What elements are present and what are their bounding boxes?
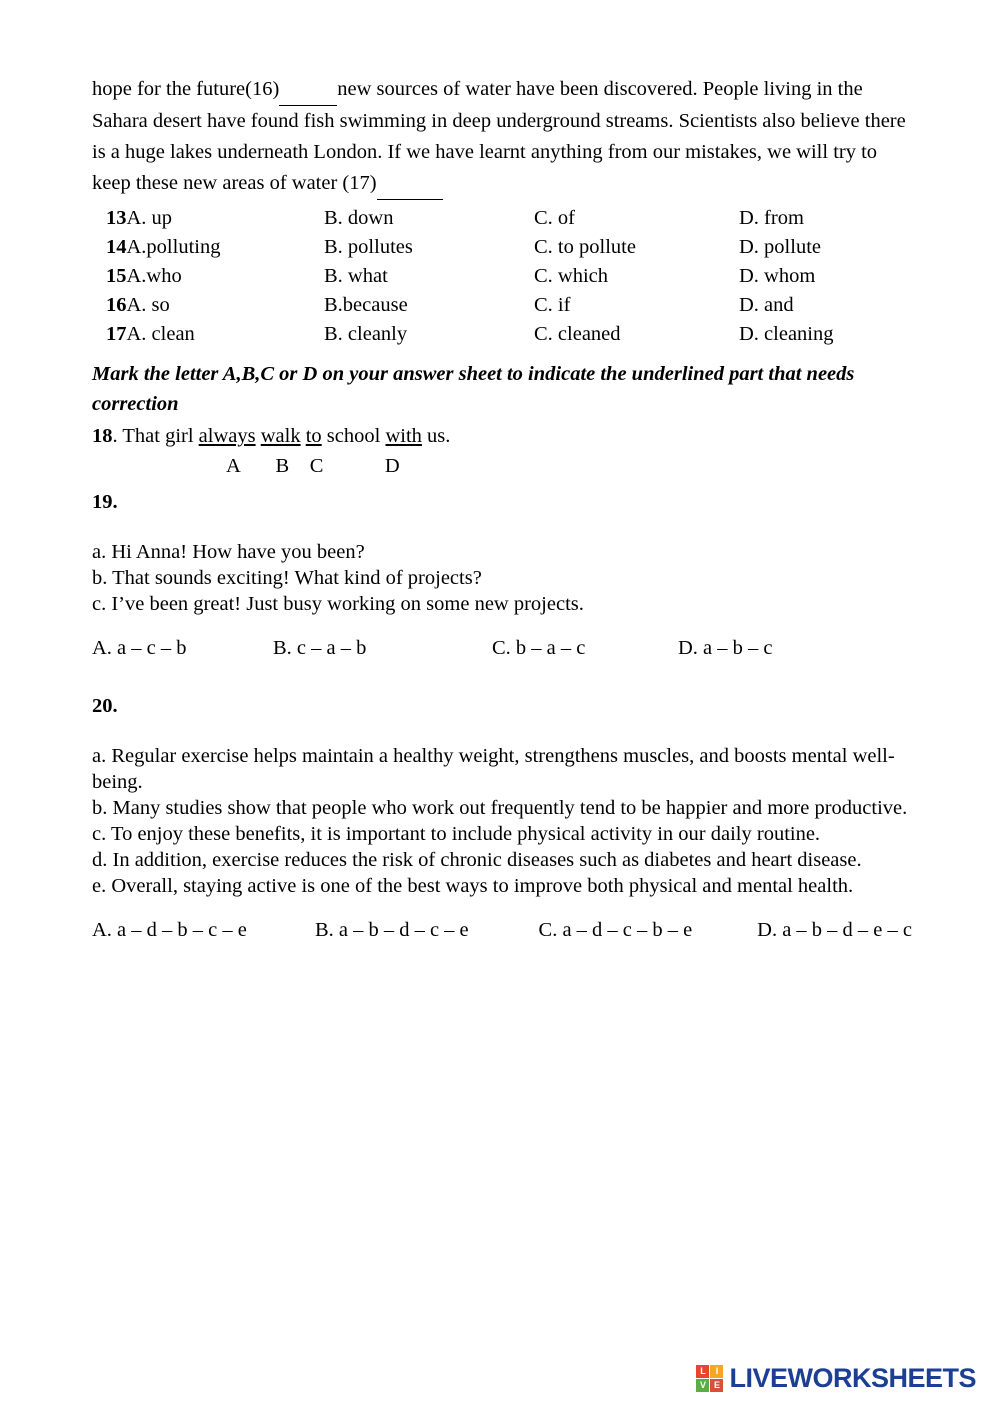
passage-paragraph: [92, 74, 912, 200]
option-c[interactable]: C. cleaned: [534, 323, 621, 345]
list-item: c. To enjoy these benefits, it is important to include physical activity in our daily routine.: [92, 823, 821, 845]
question-number: 13: [106, 207, 127, 229]
passage-text-before-blank: hope for the future(16): [92, 78, 280, 100]
q18-underline-c[interactable]: to: [305, 425, 322, 447]
question-20-number: 20.: [92, 695, 118, 717]
option-d[interactable]: D. whom: [739, 265, 816, 287]
option-a[interactable]: A. a – d – b – c – e: [92, 919, 247, 941]
question-20-options: [92, 915, 912, 945]
brand-name: LIVEWORKSHEETS: [729, 1363, 976, 1393]
spacer: [92, 517, 912, 539]
option-c[interactable]: C. to pollute: [534, 236, 636, 258]
list-item: e. Overall, staying active is one of the best ways to improve both physical and mental health.: [92, 875, 854, 897]
option-b[interactable]: B.because: [324, 294, 408, 316]
logo-letter-v: V: [696, 1379, 709, 1392]
option-d[interactable]: D. from: [739, 207, 804, 229]
spacer: [92, 721, 912, 743]
option-d[interactable]: D. a – b – c: [678, 637, 773, 659]
passage-text-after-blank: new sources of water have been discovered. People living in the Sahara desert have found fish swimming in deep underground streams. Scientists also believe there is a huge lakes underneath London. If we have learnt anything from our mistakes, we will try to keep these new areas of water (17): [92, 78, 906, 194]
liveworksheets-logo-icon: [696, 1365, 723, 1392]
option-b[interactable]: B. pollutes: [324, 236, 413, 258]
q18-part4: school: [321, 425, 386, 447]
section-instruction: Mark the letter A,B,C or D on your answer sheet to indicate the underlined part that needs correction: [92, 363, 855, 415]
logo-letter-l: L: [696, 1365, 709, 1378]
option-b[interactable]: B. down: [324, 207, 394, 229]
question-number: 16: [106, 294, 127, 316]
list-item: b. Many studies show that people who work out frequently tend to be happier and more productive.: [92, 797, 908, 819]
question-19-options: [92, 633, 773, 663]
question-number: 15: [106, 265, 127, 287]
table-row: [92, 204, 912, 233]
table-row: [92, 291, 912, 320]
option-d[interactable]: D. a – b – d – e – c: [757, 919, 912, 941]
table-row: [92, 320, 912, 349]
q18-answer-letters: A B C D: [226, 455, 400, 477]
list-item: b. That sounds exciting! What kind of projects?: [92, 567, 482, 589]
option-c[interactable]: C. of: [534, 207, 575, 229]
option-d[interactable]: D. cleaning: [739, 323, 834, 345]
q18-part1: . That girl: [112, 425, 199, 447]
spacer: [92, 899, 912, 915]
option-b[interactable]: B. what: [324, 265, 388, 287]
q18-underline-a[interactable]: always: [198, 425, 256, 447]
logo-letter-e: E: [710, 1379, 723, 1392]
option-b[interactable]: B. c – a – b: [273, 637, 367, 659]
cloze-options-table: [92, 204, 912, 349]
option-a[interactable]: A.polluting: [126, 236, 221, 258]
question-number: 14: [106, 236, 127, 258]
option-a[interactable]: A. up: [126, 207, 173, 229]
option-c[interactable]: C. a – d – c – b – e: [538, 919, 693, 941]
spacer: [92, 617, 912, 633]
blank-16: [279, 74, 337, 106]
option-a[interactable]: A. so: [126, 294, 170, 316]
table-row: [92, 262, 912, 291]
option-c[interactable]: C. if: [534, 294, 571, 316]
list-item: a. Hi Anna! How have you been?: [92, 541, 365, 563]
table-row: [92, 233, 912, 262]
list-item: a. Regular exercise helps maintain a healthy weight, strengthens muscles, and boosts mental well-being.: [92, 745, 895, 793]
question-18: [92, 421, 912, 451]
option-a[interactable]: A.who: [126, 265, 182, 287]
option-c[interactable]: C. which: [534, 265, 609, 287]
option-a[interactable]: A. a – c – b: [92, 637, 187, 659]
q18-underline-b[interactable]: walk: [260, 425, 301, 447]
question-19-number: 19.: [92, 491, 118, 513]
option-c[interactable]: C. b – a – c: [492, 637, 586, 659]
option-d[interactable]: D. pollute: [739, 236, 821, 258]
option-b[interactable]: B. a – b – d – c – e: [314, 919, 469, 941]
list-item: d. In addition, exercise reduces the risk of chronic diseases such as diabetes and heart disease.: [92, 849, 862, 871]
spacer: [92, 663, 912, 685]
option-d[interactable]: D. and: [739, 294, 794, 316]
question-number: 17: [106, 323, 127, 345]
table-row: [92, 915, 912, 945]
list-item: c. I’ve been great! Just busy working on some new projects.: [92, 593, 584, 615]
option-a[interactable]: A. clean: [126, 323, 195, 345]
blank-17: [377, 168, 443, 200]
liveworksheets-footer: [696, 1363, 976, 1394]
q18-underline-d[interactable]: with: [385, 425, 422, 447]
table-row: [92, 633, 773, 663]
q18-part5: us.: [421, 425, 451, 447]
logo-letter-i: I: [710, 1365, 723, 1378]
option-b[interactable]: B. cleanly: [324, 323, 408, 345]
question-number: 18: [92, 425, 113, 447]
